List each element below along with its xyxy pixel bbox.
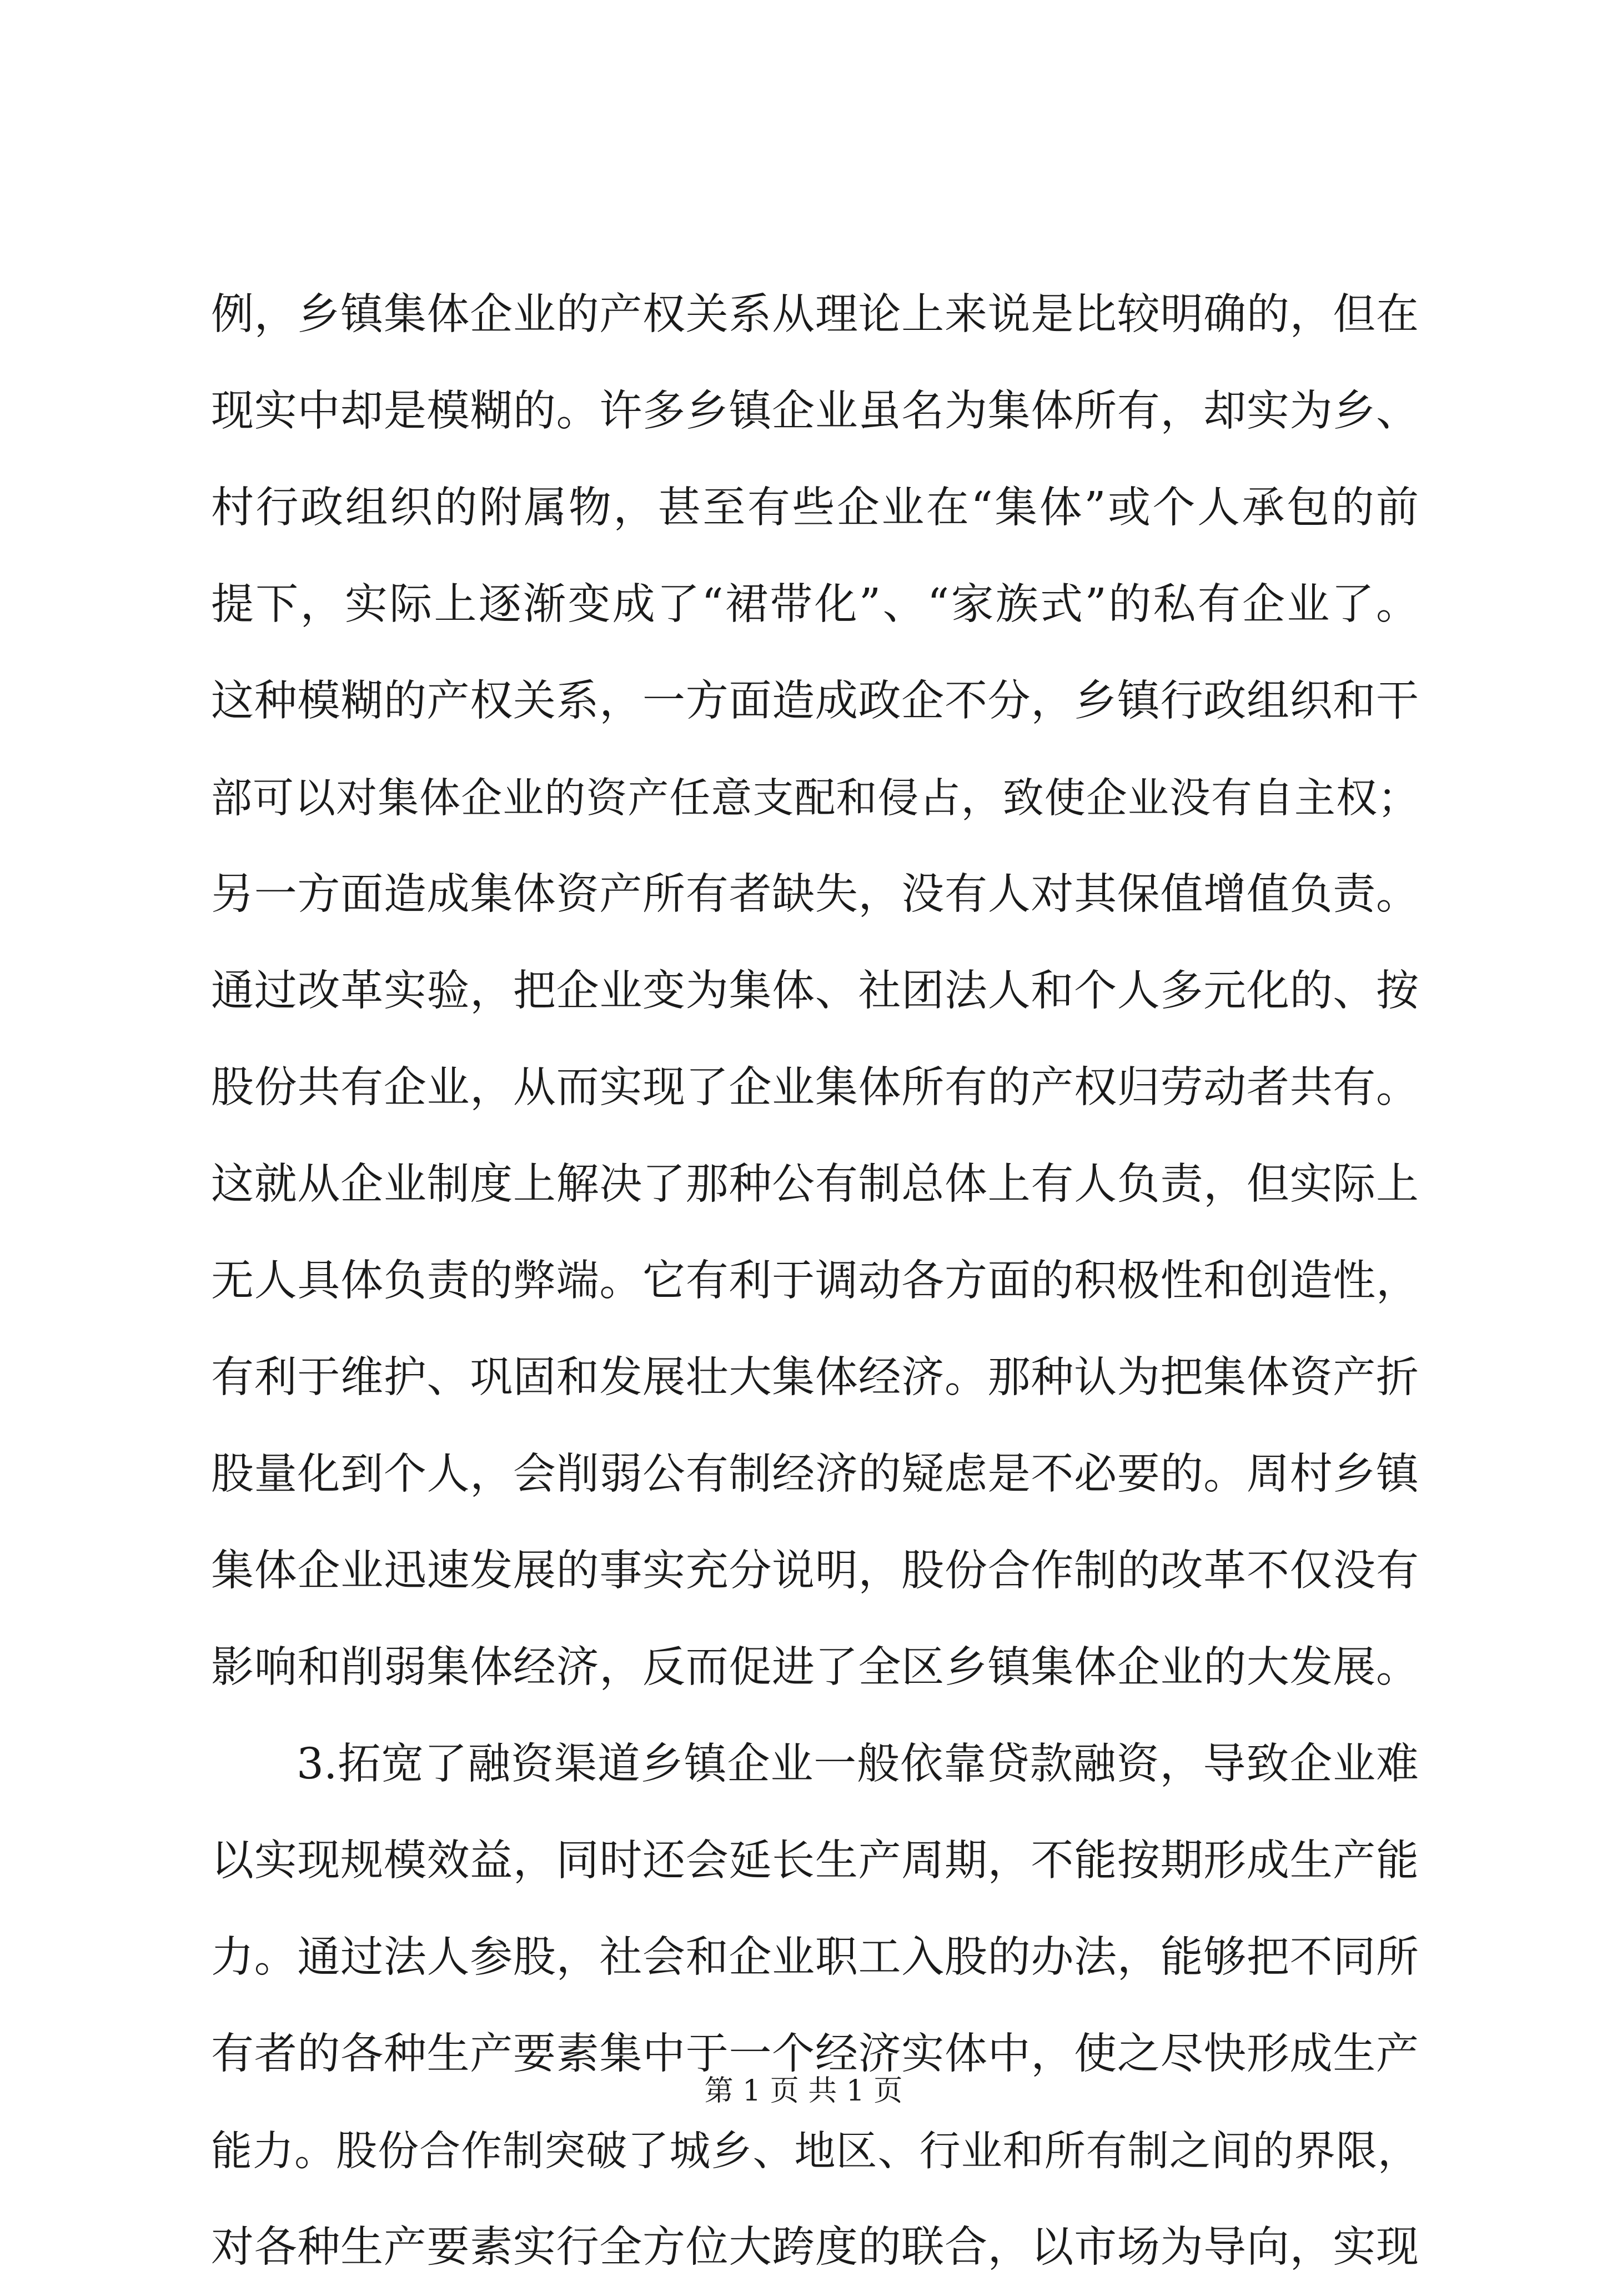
page-footer: 第 1 页 共 1 页 [704, 2074, 903, 2108]
text-line: 影响和削弱集体经济，反而促进了全区乡镇集体企业的大发展。 [211, 1643, 1419, 1692]
text-line: 例，乡镇集体企业的产权关系从理论上来说是比较明确的，但在 [211, 290, 1419, 339]
text-line: 有利于维护、巩固和发展壮大集体经济。那种认为把集体资产折 [211, 1353, 1419, 1402]
text-line: 通过改革实验，把企业变为集体、社团法人和个人多元化的、按 [211, 966, 1419, 1016]
text-line: 集体企业迅速发展的事实充分说明，股份合作制的改革不仅没有 [211, 1546, 1419, 1596]
text-line: 对各种生产要素实行全方位大跨度的联合，以市场为导向，实现 [211, 2223, 1419, 2272]
text-line: 无人具体负责的弊端。它有利于调动各方面的积极性和创造性， [211, 1256, 1419, 1306]
text-line: 股份共有企业，从而实现了企业集体所有的产权归劳动者共有。 [211, 1063, 1419, 1112]
text-line: 3.拓宽了融资渠道乡镇企业一般依靠贷款融资，导致企业难 [297, 1739, 1419, 1789]
text-line: 提下，实际上逐渐变成了“裙带化”、“家族式”的私有企业了。 [211, 580, 1419, 629]
text-line: 能力。股份合作制突破了城乡、地区、行业和所有制之间的界限， [211, 2127, 1419, 2175]
text-line: 另一方面造成集体资产所有者缺失，没有人对其保值增值负责。 [211, 870, 1419, 919]
text-line: 现实中却是模糊的。许多乡镇企业虽名为集体所有，却实为乡、 [211, 387, 1419, 436]
text-line: 力。通过法人参股，社会和企业职工入股的办法，能够把不同所 [211, 1933, 1419, 1982]
text-line: 部可以对集体企业的资产任意支配和侵占，致使企业没有自主权； [211, 774, 1419, 822]
text-line: 村行政组织的附属物，甚至有些企业在“集体”或个人承包的前 [211, 483, 1419, 533]
text-line: 以实现规模效益，同时还会延长生产周期，不能按期形成生产能 [211, 1836, 1419, 1886]
text-line: 股量化到个人，会削弱公有制经济的疑虑是不必要的。周村乡镇 [211, 1450, 1419, 1499]
body-text [211, 267, 1419, 2296]
text-line: 有者的各种生产要素集中于一个经济实体中，使之尽快形成生产 [211, 2029, 1419, 2079]
text-line: 这就从企业制度上解决了那种公有制总体上有人负责，但实际上 [211, 1160, 1419, 1209]
text-line: 这种模糊的产权关系，一方面造成政企不分，乡镇行政组织和干 [211, 676, 1419, 726]
